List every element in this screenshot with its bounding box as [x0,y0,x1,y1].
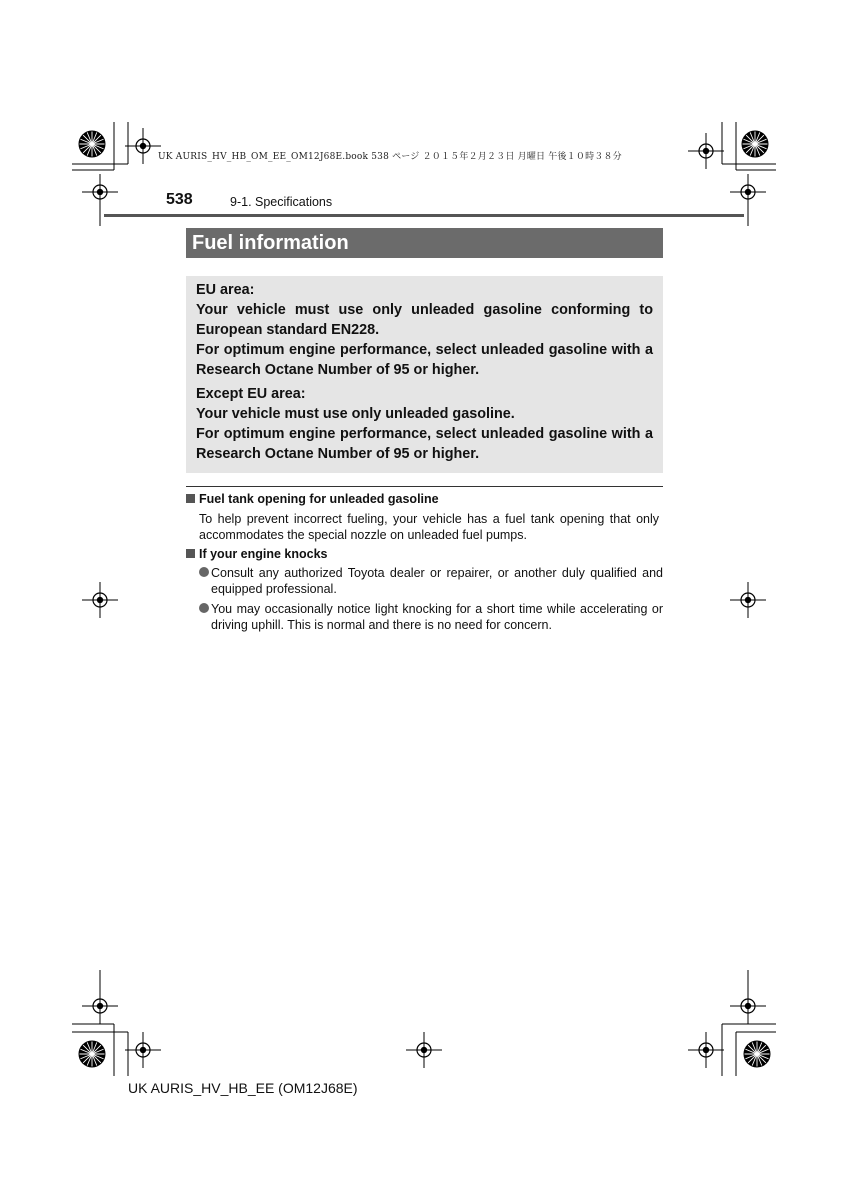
fuel-tank-text: To help prevent incorrect fueling, your vehicle has a fuel tank opening that only accommodates the special nozzle on unleaded fuel pumps. [199,512,659,542]
section-reference: 9-1. Specifications [230,195,333,209]
footer-model-code: UK AURIS_HV_HB_EE (OM12J68E) [128,1080,358,1096]
square-bullet-icon [186,494,195,503]
page-number: 538 [166,191,193,208]
list-item: Consult any authorized Toyota dealer or repairer, or another duly qualified and equipped professional. [199,565,663,597]
square-bullet-icon [186,549,195,558]
fuel-tank-heading: Fuel tank opening for unleaded gasoline [186,492,439,506]
eu-area-standard: Your vehicle must use only unleaded gasoline conforming to European standard EN228. [196,302,653,338]
page-title: Fuel information [186,228,663,258]
except-eu-heading: Except EU area: [196,386,306,402]
engine-knock-heading: If your engine knocks [186,547,328,561]
eu-area-heading: EU area: [196,282,255,298]
except-eu-unleaded: Your vehicle must use only unleaded gasoline. [196,406,515,422]
circle-bullet-icon [199,567,209,577]
section-divider [186,486,663,487]
print-header: UK AURIS_HV_HB_OM_EE_OM12J68E.book 538 ページ ２０１５年２月２３日 月曜日 午後１０時３８分 [158,152,622,162]
list-item: You may occasionally notice light knocking for a short time while accelerating or driving uphill. This is normal and there is no need for concern. [199,601,663,633]
fuel-requirement-box [186,276,663,473]
except-eu-octane: For optimum engine performance, select unleaded gasoline with a Research Octane Number of 95 or higher. [196,426,653,462]
circle-bullet-icon [199,603,209,613]
eu-area-octane: For optimum engine performance, select unleaded gasoline with a Research Octane Number of 95 or higher. [196,342,653,378]
header-rule [104,214,744,217]
